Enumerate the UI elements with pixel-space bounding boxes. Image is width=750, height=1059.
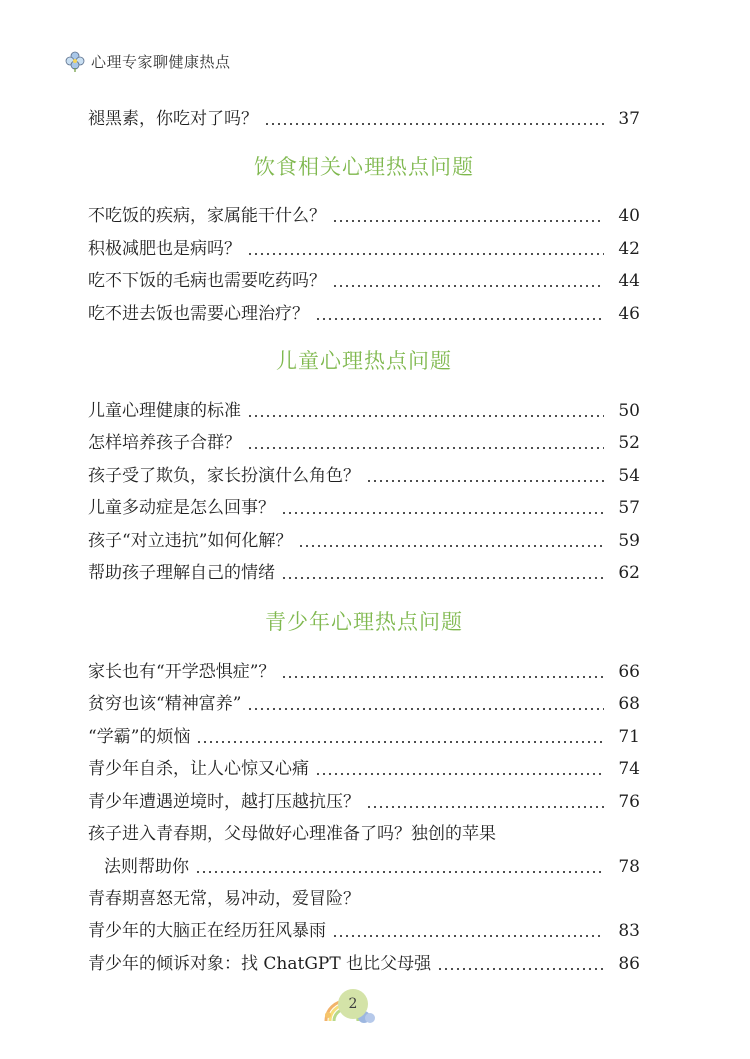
toc-page-number: 44 bbox=[618, 271, 640, 291]
toc-entry-title: 积极减肥也是病吗？ bbox=[88, 239, 241, 259]
toc-entry[interactable] bbox=[88, 522, 640, 552]
toc-page-number: 86 bbox=[618, 954, 640, 974]
toc-entry[interactable] bbox=[104, 848, 640, 878]
toc-entry[interactable] bbox=[88, 783, 640, 813]
toc-page-number: 68 bbox=[618, 694, 640, 714]
toc-entry-title: 吃不下饭的毛病也需要吃药吗？ bbox=[88, 271, 326, 291]
toc-entry[interactable] bbox=[88, 554, 640, 584]
toc-entry-title: 法则帮助你 bbox=[104, 857, 189, 877]
dot-leader bbox=[264, 123, 604, 125]
toc-entry-title: 青春期喜怒无常，易冲动，爱冒险？ bbox=[88, 889, 360, 909]
toc-entry[interactable] bbox=[88, 880, 360, 910]
dot-leader bbox=[437, 968, 604, 970]
toc-entry-title: 儿童心理健康的标准 bbox=[88, 401, 241, 421]
toc-page-number: 71 bbox=[618, 727, 640, 747]
dot-leader bbox=[298, 545, 604, 547]
toc-entry[interactable] bbox=[88, 945, 640, 975]
toc-page-number: 54 bbox=[618, 466, 640, 486]
dot-leader bbox=[332, 220, 604, 222]
toc-entry[interactable] bbox=[88, 424, 640, 454]
toc-entry-title: 孩子受了欺负，家长扮演什么角色？ bbox=[88, 466, 360, 486]
dot-leader bbox=[366, 480, 604, 482]
toc-entry[interactable] bbox=[88, 100, 640, 130]
dot-leader bbox=[281, 512, 604, 514]
dot-leader bbox=[196, 741, 604, 743]
running-header bbox=[64, 48, 231, 74]
toc-page-number: 62 bbox=[618, 563, 640, 583]
toc-entry[interactable] bbox=[88, 750, 640, 780]
dot-leader bbox=[315, 773, 604, 775]
toc-entry[interactable] bbox=[88, 262, 640, 292]
section-heading: 儿童心理热点问题 bbox=[276, 349, 452, 373]
toc-page-number: 40 bbox=[618, 206, 640, 226]
toc-page-number: 37 bbox=[618, 109, 640, 129]
running-header-title: 心理专家聊健康热点 bbox=[91, 52, 231, 71]
dot-leader bbox=[315, 318, 604, 320]
toc-entry[interactable] bbox=[88, 718, 640, 748]
toc-entry[interactable] bbox=[88, 815, 496, 845]
toc-page-number: 74 bbox=[618, 759, 640, 779]
toc-entry[interactable] bbox=[88, 457, 640, 487]
clover-flower-icon bbox=[64, 50, 86, 72]
toc-entry[interactable] bbox=[88, 230, 640, 260]
toc-entry-title: 褪黑素，你吃对了吗？ bbox=[88, 109, 258, 129]
toc-page-number: 50 bbox=[618, 401, 640, 421]
toc-entry[interactable] bbox=[88, 489, 640, 519]
toc-entry[interactable] bbox=[88, 392, 640, 422]
toc-entry-title: 孩子进入青春期，父母做好心理准备了吗？独创的苹果 bbox=[88, 824, 496, 844]
dot-leader bbox=[332, 935, 604, 937]
toc-entry-title: 帮助孩子理解自己的情绪 bbox=[88, 563, 275, 583]
toc-page-number: 42 bbox=[618, 239, 640, 259]
toc-entry[interactable] bbox=[88, 295, 640, 325]
toc-entry[interactable] bbox=[88, 685, 640, 715]
dot-leader bbox=[247, 708, 604, 710]
toc-entry-title: 青少年自杀，让人心惊又心痛 bbox=[88, 759, 309, 779]
toc-entry-title: 吃不进去饭也需要心理治疗？ bbox=[88, 304, 309, 324]
dot-leader bbox=[281, 676, 604, 678]
section-heading: 青少年心理热点问题 bbox=[265, 610, 463, 634]
toc-page-number: 52 bbox=[618, 433, 640, 453]
toc-entry-title: 贫穷也该“精神富养” bbox=[88, 694, 242, 714]
toc-entry[interactable] bbox=[88, 912, 640, 942]
toc-page-number: 46 bbox=[618, 304, 640, 324]
toc-page-number: 76 bbox=[618, 792, 640, 812]
toc-entry[interactable] bbox=[88, 197, 640, 227]
dot-leader bbox=[195, 871, 604, 873]
dot-leader bbox=[281, 577, 604, 579]
toc-entry-title: 不吃饭的疾病，家属能干什么？ bbox=[88, 206, 326, 226]
toc-entry[interactable] bbox=[88, 653, 640, 683]
toc-entry-title: 青少年的倾诉对象：找 ChatGPT 也比父母强 bbox=[88, 954, 432, 974]
dot-leader bbox=[247, 447, 604, 449]
toc-entry-title: 儿童多动症是怎么回事？ bbox=[88, 498, 275, 518]
toc-entry-title: 青少年的大脑正在经历狂风暴雨 bbox=[88, 921, 326, 941]
dot-leader bbox=[247, 253, 604, 255]
toc-entry-title: 家长也有“开学恐惧症”？ bbox=[88, 662, 276, 682]
dot-leader bbox=[247, 415, 604, 417]
toc-page-number: 78 bbox=[618, 857, 640, 877]
toc-entry-title: 孩子“对立违抗”如何化解？ bbox=[88, 531, 293, 551]
page-number: 2 bbox=[338, 989, 368, 1019]
toc-page-number: 59 bbox=[618, 531, 640, 551]
toc-entry-title: 青少年遭遇逆境时，越打压越抗压？ bbox=[88, 792, 360, 812]
toc-entry-title: 怎样培养孩子合群？ bbox=[88, 433, 241, 453]
dot-leader bbox=[332, 285, 604, 287]
toc-page-number: 66 bbox=[618, 662, 640, 682]
toc-page-number: 83 bbox=[618, 921, 640, 941]
section-heading: 饮食相关心理热点问题 bbox=[254, 155, 474, 179]
dot-leader bbox=[366, 806, 604, 808]
toc-entry-title: “学霸”的烦恼 bbox=[88, 727, 191, 747]
toc-page-number: 57 bbox=[618, 498, 640, 518]
